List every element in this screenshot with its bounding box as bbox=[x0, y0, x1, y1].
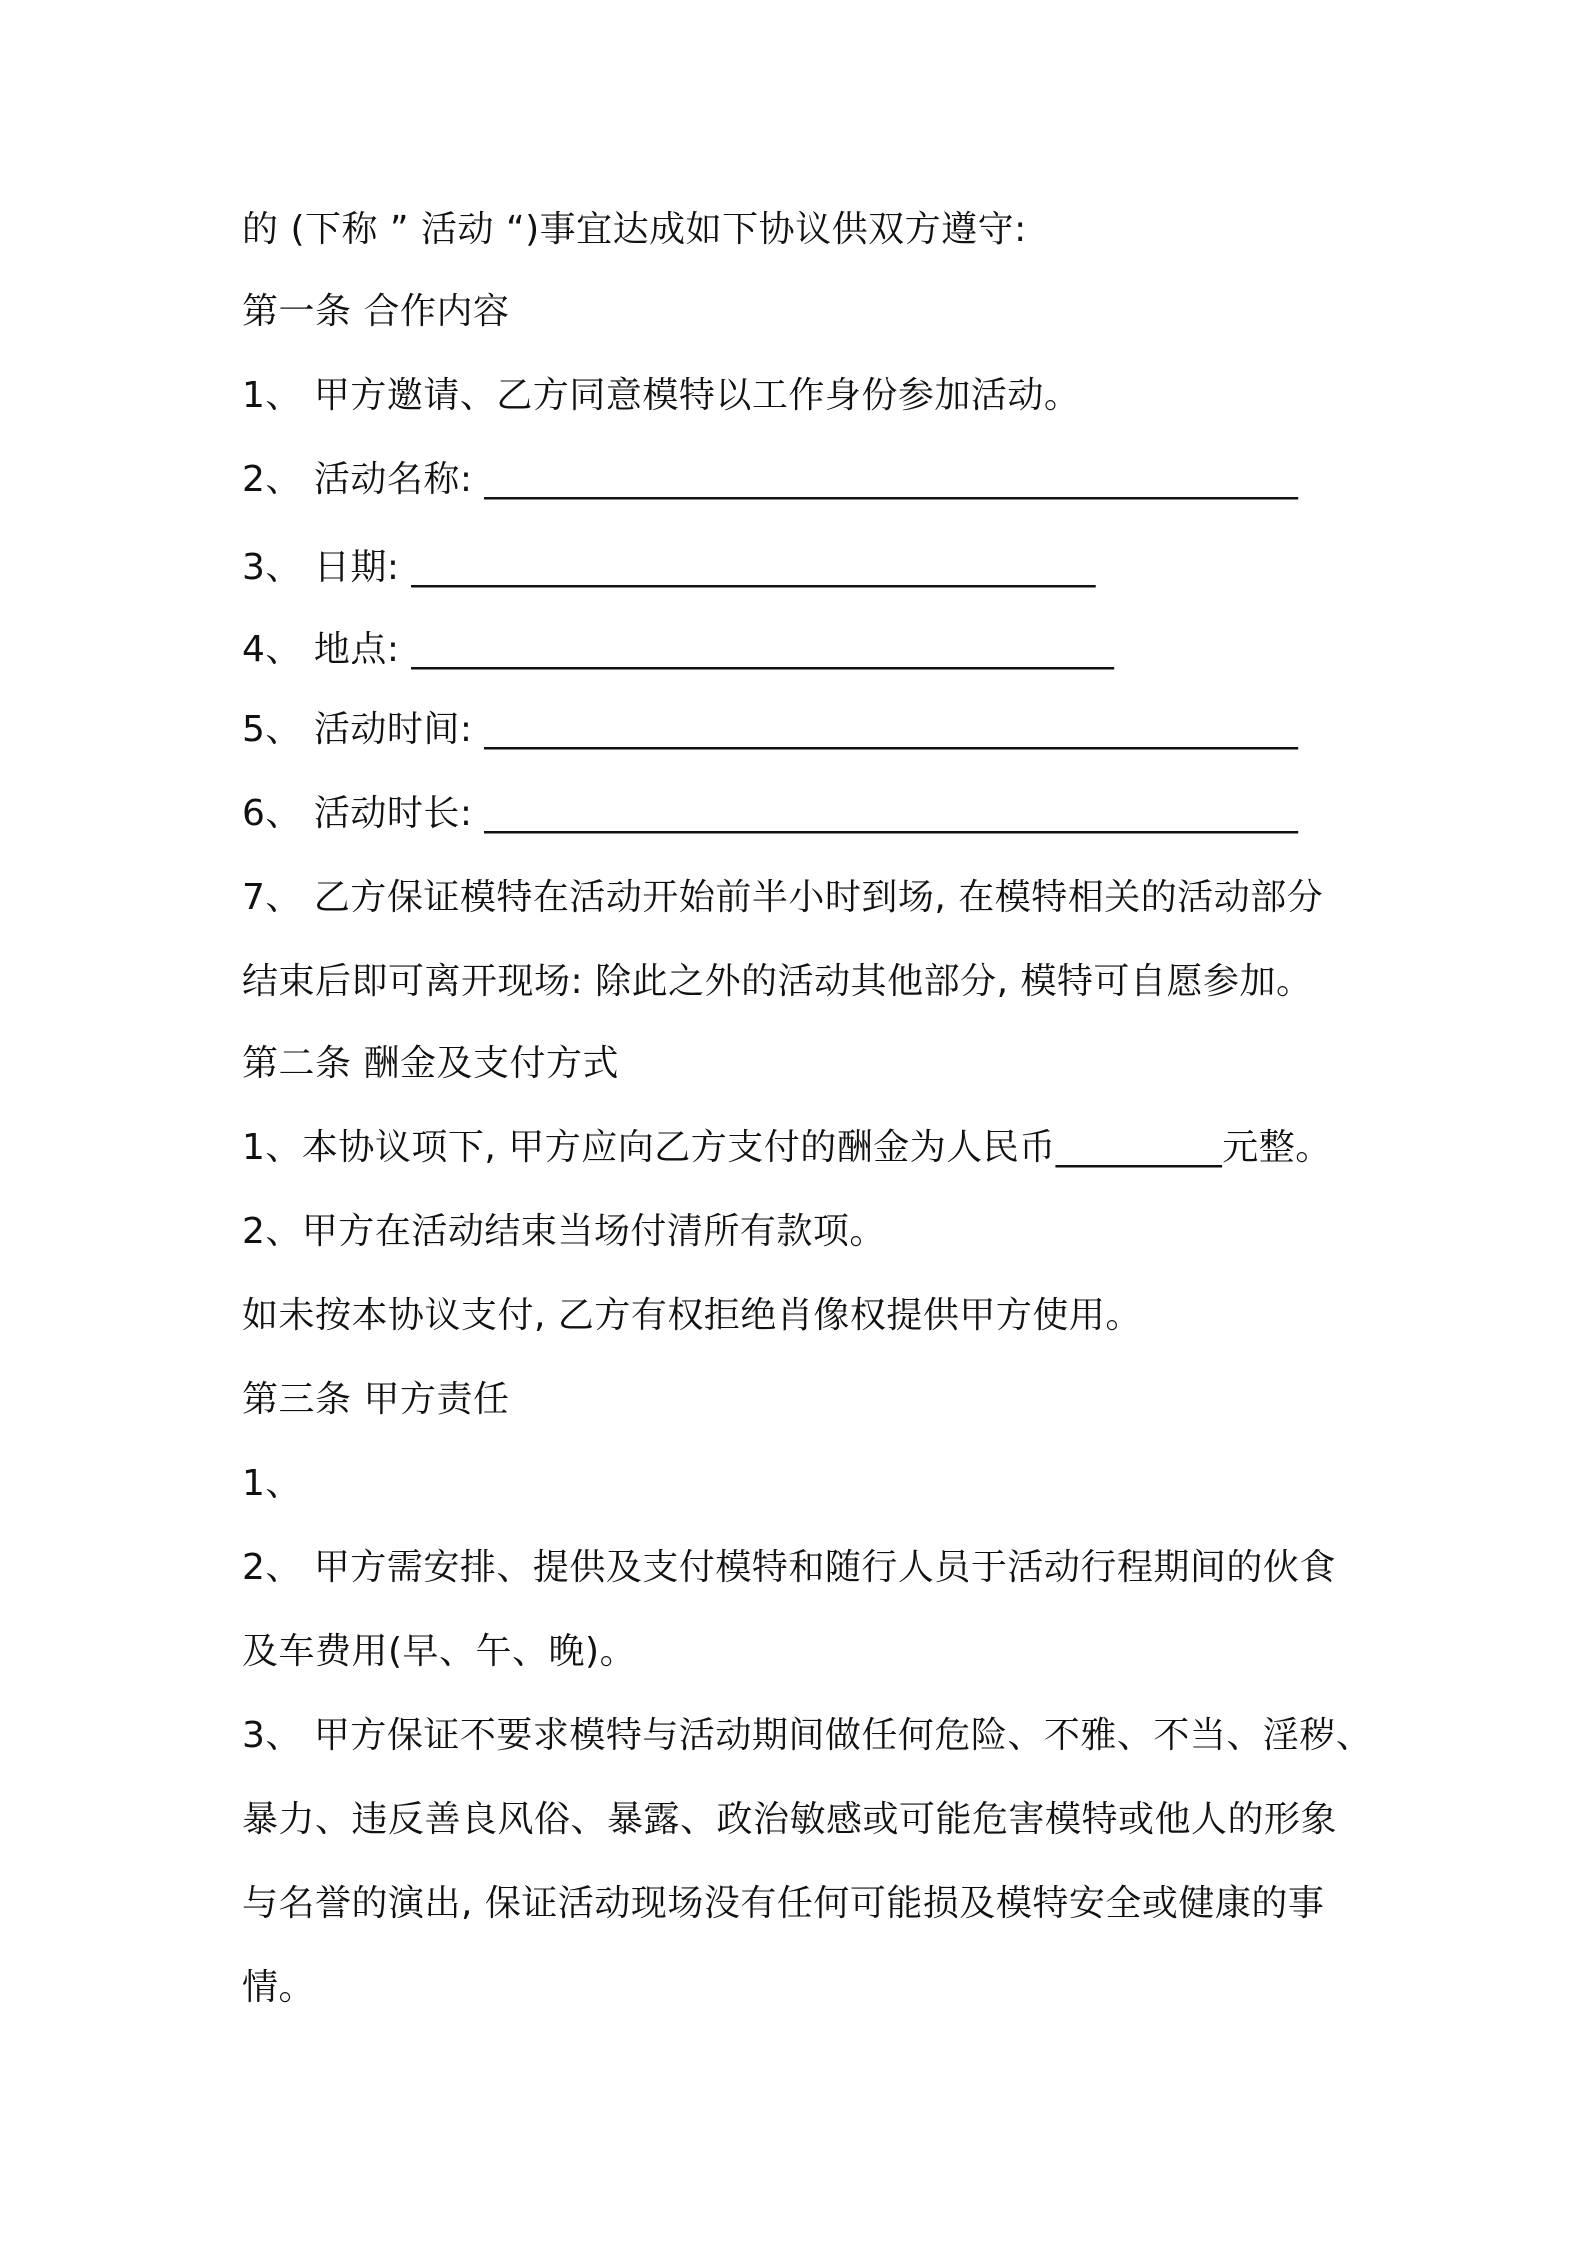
article-3-item-3-continued-1: 暴力、违反善良风俗、暴露、政治敏感或可能危害模特或他人的形象 bbox=[242, 1799, 1338, 1840]
article-2-item-2: 2、甲方在活动结束当场付清所有款项。 bbox=[242, 1211, 886, 1252]
article-1-heading: 第一条 合作内容 bbox=[242, 291, 510, 332]
article-3-item-3-continued-2: 与名誉的演出, 保证活动现场没有任何可能损及模特安全或健康的事 bbox=[242, 1883, 1325, 1924]
article-1-item-3-date: 3、 日期: _____________________________________ bbox=[242, 547, 1096, 588]
article-1-item-7: 7、 乙方保证模特在活动开始前半小时到场, 在模特相关的活动部分 bbox=[242, 877, 1324, 918]
article-2-heading: 第二条 酬金及支付方式 bbox=[242, 1043, 619, 1084]
article-1-item-2-event-name: 2、 活动名称: ____________________________________________ bbox=[242, 459, 1299, 500]
article-1-item-5-event-time: 5、 活动时间: ____________________________________________ bbox=[242, 709, 1299, 750]
article-1-item-1: 1、 甲方邀请、乙方同意模特以工作身份参加活动。 bbox=[242, 375, 1081, 416]
article-1-item-6-event-duration: 6、 活动时长: ____________________________________________ bbox=[242, 793, 1299, 834]
article-3-item-1: 1、 bbox=[242, 1463, 302, 1504]
article-1-item-4-location: 4、 地点: ______________________________________ bbox=[242, 629, 1115, 670]
article-3-item-2-continued: 及车费用(早、午、晚)。 bbox=[242, 1631, 637, 1672]
article-3-item-3: 3、 甲方保证不要求模特与活动期间做任何危险、不雅、不当、淫秽、 bbox=[242, 1715, 1373, 1756]
article-3-heading: 第三条 甲方责任 bbox=[242, 1379, 510, 1420]
article-2-item-1: 1、本协议项下, 甲方应向乙方支付的酬金为人民币_________元整。 bbox=[242, 1127, 1332, 1168]
article-1-item-7-continued: 结束后即可离开现场: 除此之外的活动其他部分, 模特可自愿参加。 bbox=[242, 961, 1313, 1002]
article-2-note: 如未按本协议支付, 乙方有权拒绝肖像权提供甲方使用。 bbox=[242, 1295, 1142, 1336]
intro-line: 的 (下称 ” 活动 “)事宜达成如下协议供双方遵守: bbox=[242, 209, 1027, 250]
article-3-item-3-continued-3: 情。 bbox=[242, 1967, 316, 2008]
article-3-item-2: 2、 甲方需安排、提供及支付模特和随行人员于活动行程期间的伙食 bbox=[242, 1547, 1336, 1588]
